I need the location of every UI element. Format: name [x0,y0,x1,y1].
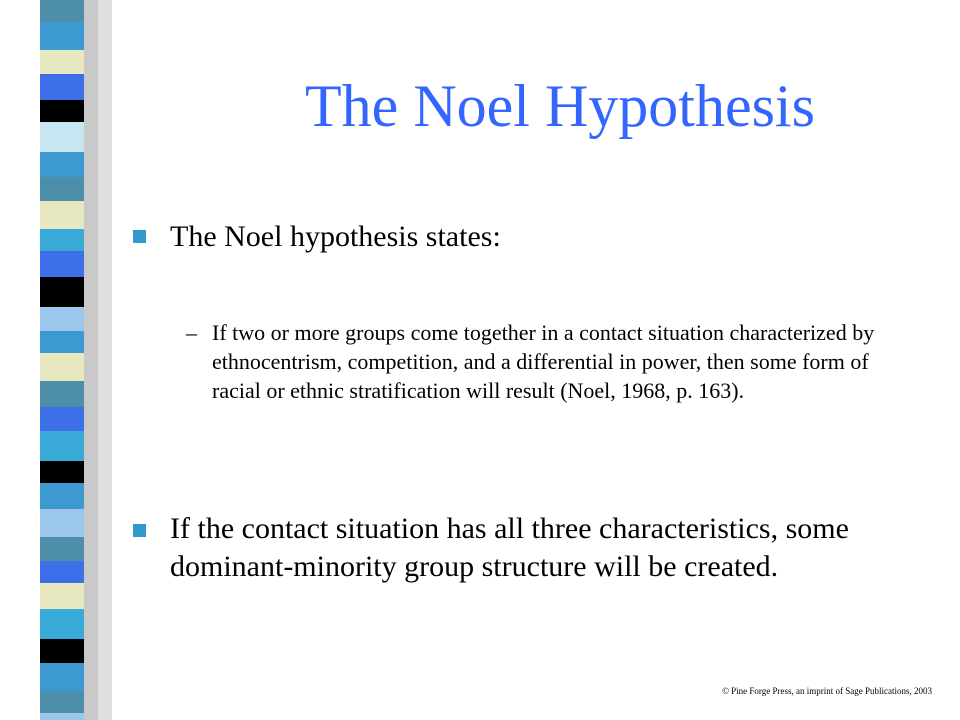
band-stripe [40,50,84,74]
bullet-square-icon [133,230,146,243]
slide-title: The Noel Hypothesis [305,73,815,139]
sub-bullet-definition [186,318,906,405]
copyright-footer: © Pine Forge Press, an imprint of Sage Publications, 2003 [722,686,932,696]
dash-marker: – [186,320,197,345]
band-stripe [40,251,84,277]
bullet-noel-states [133,218,501,256]
band-stripe [40,22,84,50]
band-stripe [40,483,84,509]
band-stripe [40,537,84,561]
band-stripe [40,407,84,431]
decorative-stripe-band [0,0,112,720]
band-stripe [40,609,84,639]
band-stripe [40,713,84,720]
band-stripe [40,229,84,251]
bullet-text: If the contact situation has all three characteristics, some dominant-minority group structure will be created. [170,512,849,583]
band-stripe [40,461,84,483]
bullet-square-icon [133,524,146,537]
band-stripe [40,431,84,461]
band-stripe [40,561,84,583]
band-stripe [40,152,84,177]
band-stripe [40,177,84,201]
bullet-three-characteristics [133,510,893,586]
band-stripe [40,331,84,353]
band-stripe [40,639,84,663]
band-stripe [40,307,84,331]
band-stripe [40,509,84,537]
bullet-text: The Noel hypothesis states: [170,220,501,253]
band-stripe [40,277,84,307]
sub-bullet-text: If two or more groups come together in a contact situation characterized by ethnocentrism, competition, and a differential in power, then some form of racial or ethnic stratification will result (Noel, 1968, p. 163). [212,320,875,403]
band-stripe [40,74,84,100]
band-stripe [40,353,84,381]
band-stripe [40,201,84,229]
band-stripe [40,381,84,407]
band-stripe [40,0,84,22]
band-stripe [40,122,84,152]
band-stripe [40,691,84,713]
band-stripe [40,100,84,122]
band-stripe [40,663,84,691]
band-stripe [40,583,84,609]
